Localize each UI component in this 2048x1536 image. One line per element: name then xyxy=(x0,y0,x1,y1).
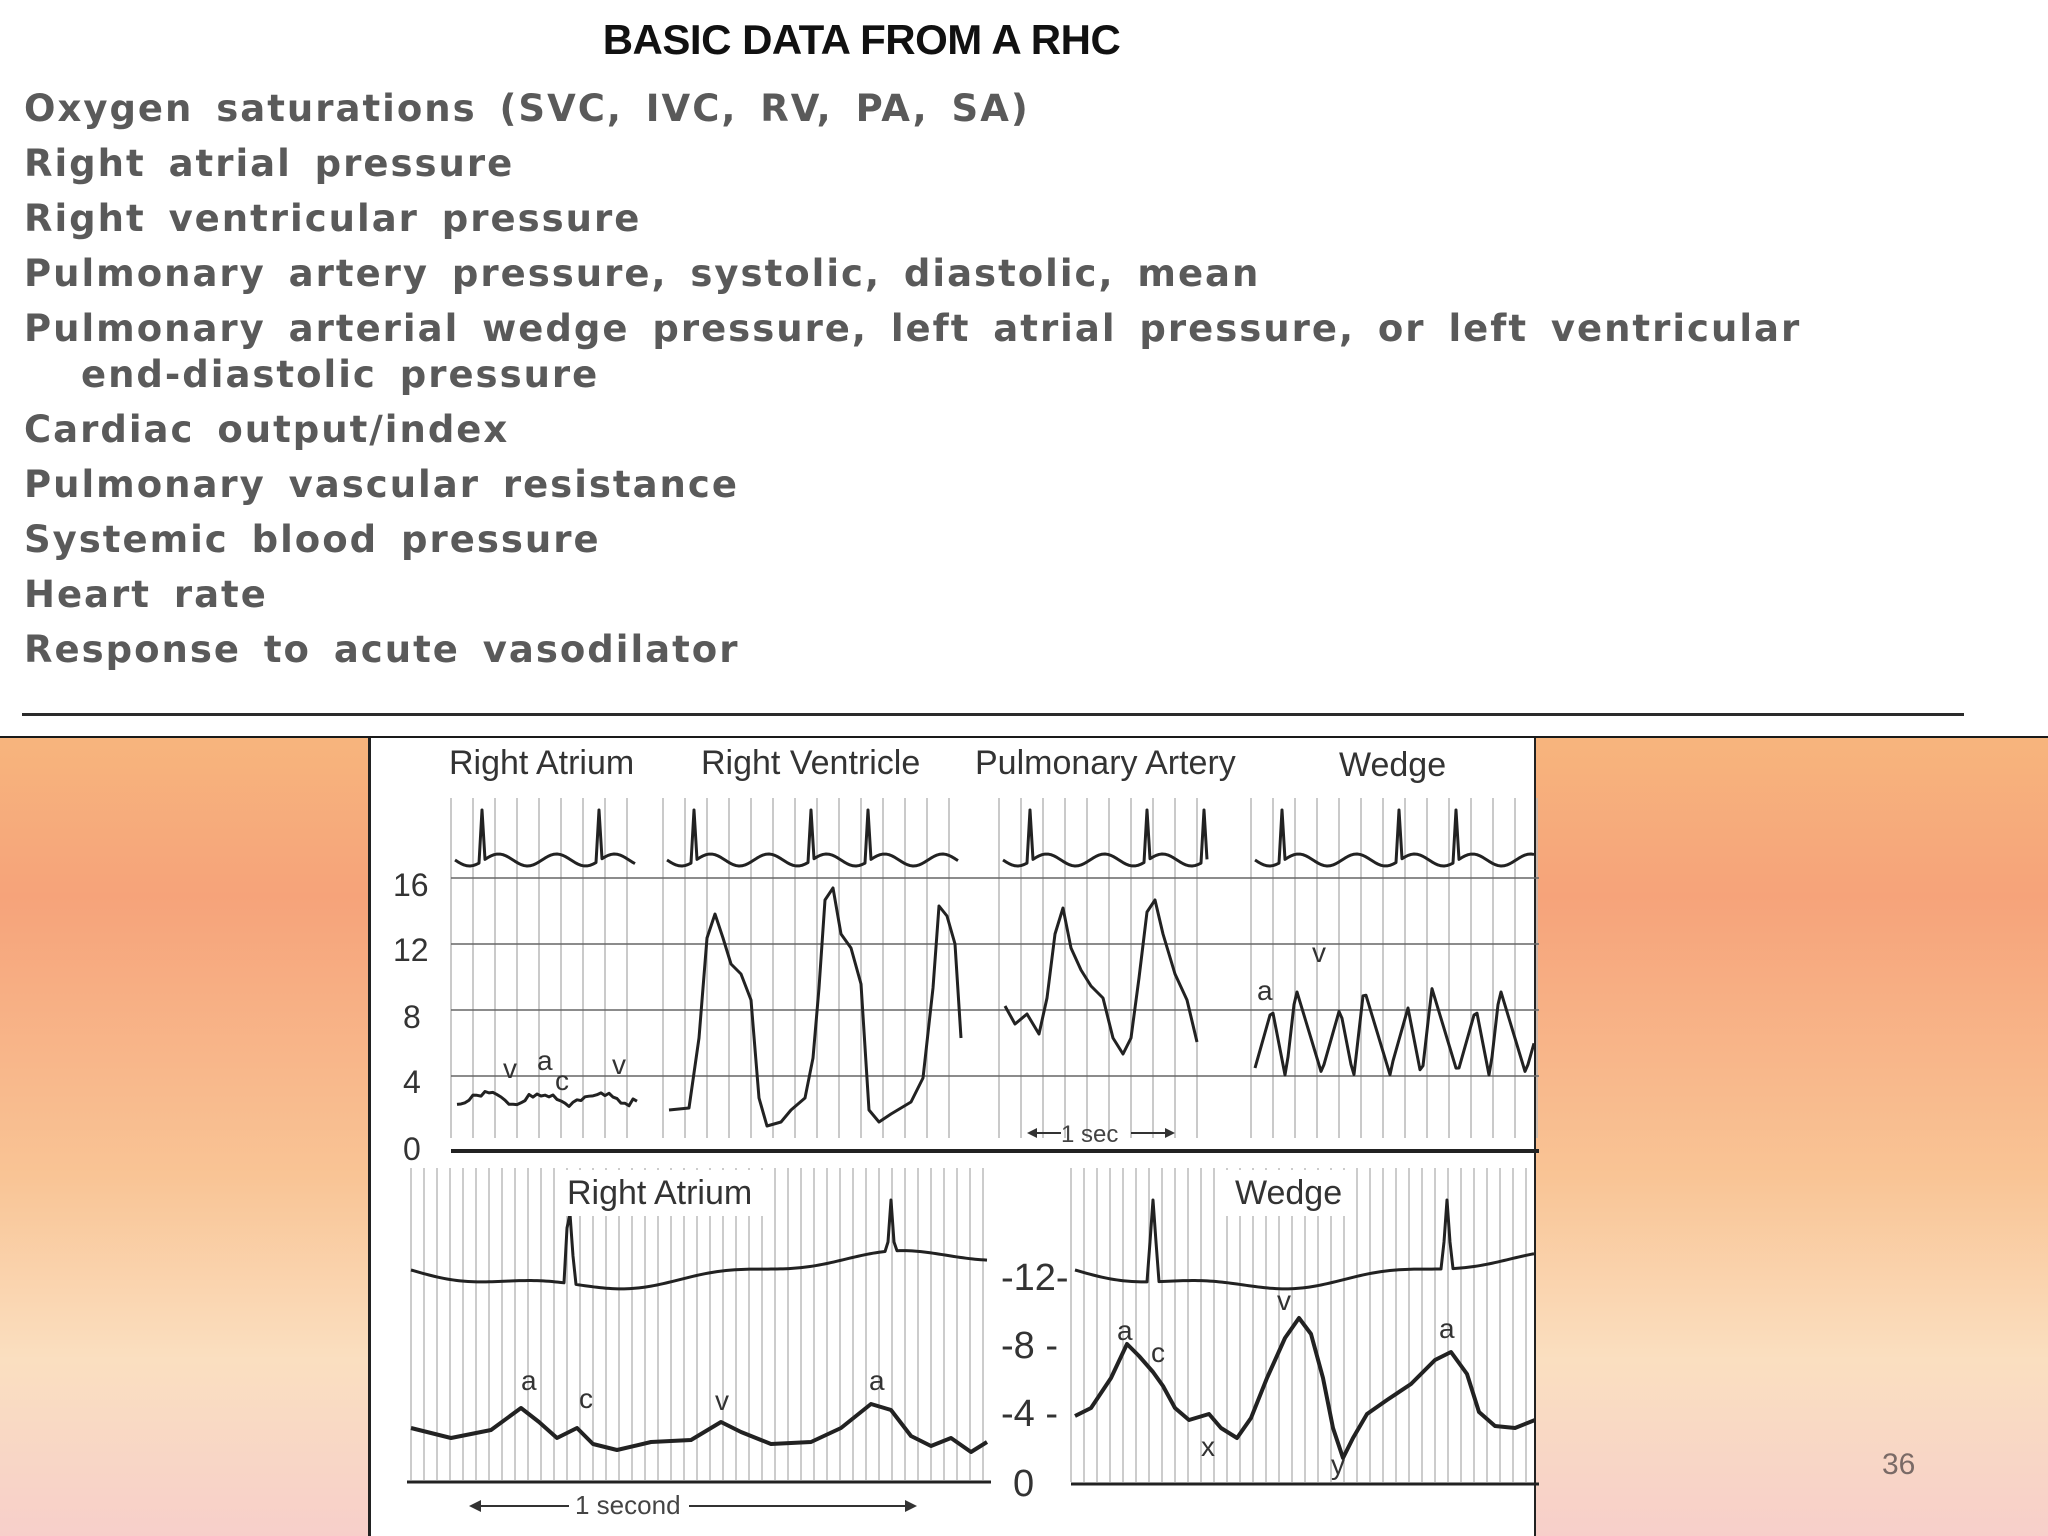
list-item: Pulmonary vascular resistance xyxy=(24,463,739,506)
time-label-bottom: 1 second xyxy=(575,1490,681,1520)
pressure-trace xyxy=(669,888,961,1126)
wave-label-a: a xyxy=(521,1365,537,1396)
axis-tick-16: 16 xyxy=(393,867,429,903)
wave-label-v: v xyxy=(612,1049,626,1080)
panel-title-wedge: Wedge xyxy=(1339,746,1447,784)
wave-label-a: a xyxy=(1117,1315,1133,1346)
panel-title-wedge: Wedge xyxy=(1235,1174,1343,1212)
panel-title-right-ventricle: Right Ventricle xyxy=(701,744,921,782)
pressure-trace xyxy=(1005,900,1197,1054)
wave-label-c: c xyxy=(1151,1337,1165,1368)
waveform-drawing xyxy=(371,738,1539,1536)
axis-tick-4: 4 xyxy=(403,1064,421,1100)
pressure-trace xyxy=(1003,810,1207,866)
time-label-top: 1 sec xyxy=(1061,1121,1119,1148)
axis-tick-0: 0 xyxy=(1013,1463,1035,1505)
rhc-data-list xyxy=(24,86,1984,682)
wave-label-x: x xyxy=(1201,1431,1215,1462)
wave-label-v: v xyxy=(1312,937,1326,968)
list-item-continuation: end-diastolic pressure xyxy=(81,353,600,396)
axis-tick-0: 0 xyxy=(403,1131,421,1167)
list-item: Oxygen saturations (SVC, IVC, RV, PA, SA) xyxy=(24,87,1030,130)
slide-title: BASIC DATA FROM A RHC xyxy=(602,16,1121,63)
arrowhead-left xyxy=(469,1500,481,1512)
arrowhead-right xyxy=(905,1500,917,1512)
list-item: Systemic blood pressure xyxy=(24,518,601,561)
arrowhead-right xyxy=(1165,1128,1175,1138)
pressure-trace xyxy=(411,1404,987,1452)
pressure-trace xyxy=(455,810,635,866)
pressure-trace xyxy=(1255,810,1534,866)
wave-label-c: c xyxy=(579,1383,593,1414)
page-number: 36 xyxy=(1882,1448,1916,1481)
list-item: Heart rate xyxy=(24,573,268,616)
axis-tick-12: -12- xyxy=(1001,1257,1069,1299)
list-item: Cardiac output/index xyxy=(24,408,510,451)
top-grid xyxy=(451,798,1539,1138)
pressure-trace xyxy=(667,810,958,866)
list-item: Pulmonary artery pressure, systolic, diastolic, mean xyxy=(24,252,1261,295)
wave-label-a: a xyxy=(537,1045,553,1076)
wave-label-y: y xyxy=(1331,1449,1345,1480)
wave-label-v: v xyxy=(503,1053,517,1084)
wave-label-a: a xyxy=(869,1365,885,1396)
axis-tick-12: 12 xyxy=(393,932,429,968)
pressure-trace xyxy=(1255,989,1534,1075)
wave-label-c: c xyxy=(555,1065,569,1096)
panel-title-pulmonary-artery: Pulmonary Artery xyxy=(975,744,1236,782)
axis-tick-4: -4 - xyxy=(1001,1393,1058,1435)
panel-title-right-atrium: Right Atrium xyxy=(567,1174,753,1212)
arrowhead-left xyxy=(1027,1128,1037,1138)
panel-title-right-atrium: Right Atrium xyxy=(449,744,635,782)
list-item: Pulmonary arterial wedge pressure, left atrial pressure, or left ventricular end-diastolic pressure xyxy=(24,306,1984,398)
axis-tick-8: 8 xyxy=(403,999,421,1035)
wave-label-v: v xyxy=(715,1385,729,1416)
list-item: Response to acute vasodilator xyxy=(24,628,740,671)
list-item: Right atrial pressure xyxy=(24,142,515,185)
horizontal-rule xyxy=(22,713,1964,716)
wave-label-v: v xyxy=(1277,1285,1291,1316)
pressure-trace xyxy=(457,1091,637,1106)
wave-label-a: a xyxy=(1439,1313,1455,1344)
wave-label-a: a xyxy=(1257,975,1273,1006)
axis-tick-8: -8 - xyxy=(1001,1325,1058,1367)
list-item: Right ventricular pressure xyxy=(24,197,642,240)
pressure-waveform-figure xyxy=(368,738,1536,1536)
